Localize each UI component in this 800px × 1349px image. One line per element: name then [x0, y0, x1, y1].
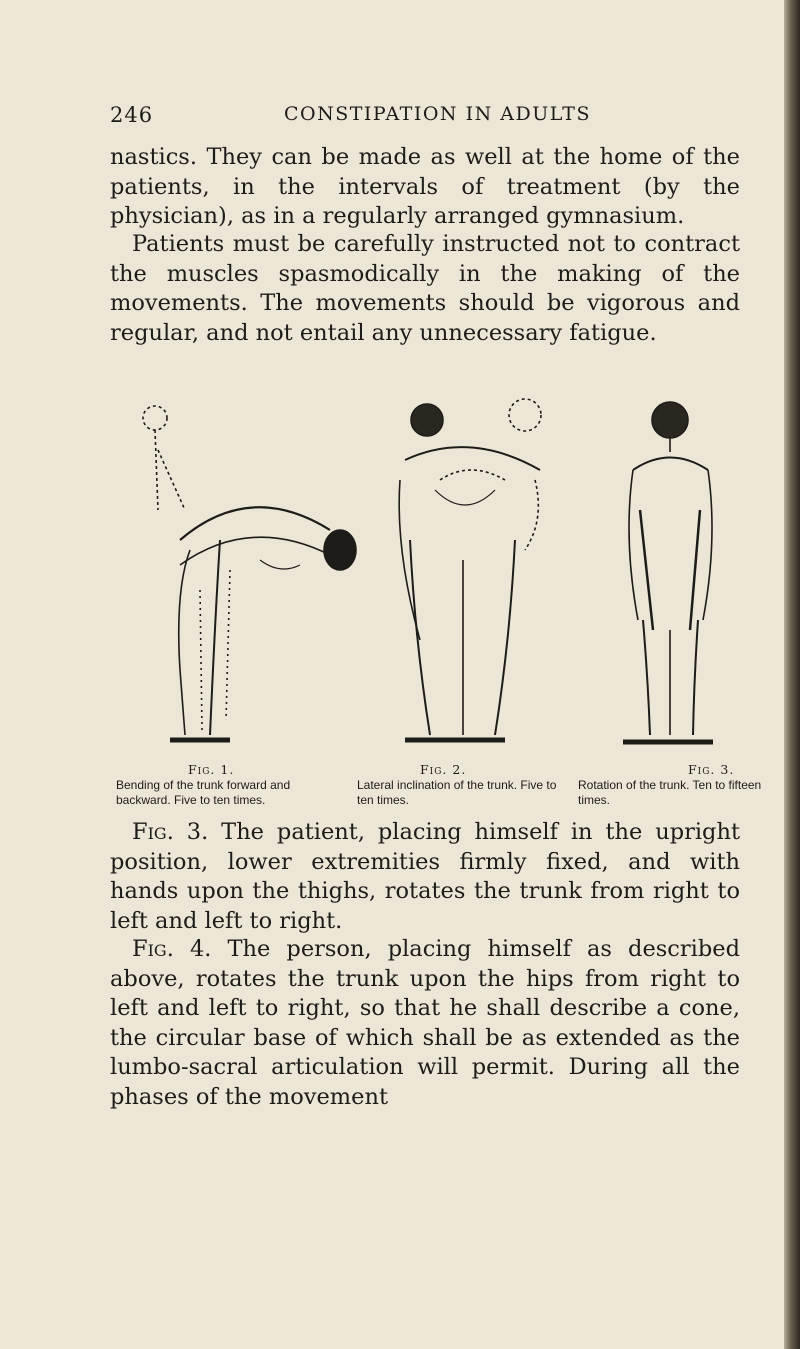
paragraph-text: The person, placing himself as described above, rotates the trunk upon the hips from right to left and left to right, so that he shall describe a cone, the circular base of which shall be as extended as the lumbo-sacral articulation will permit. During all the phases of the movement: [110, 936, 740, 1110]
page-header: [110, 103, 740, 133]
paragraph-fig3-description: [110, 818, 740, 936]
figure-3-illustration: [598, 390, 748, 760]
figure-2-caption: Lateral inclination of the trunk. Five to ten times.: [357, 778, 557, 807]
figure-1-illustration: [130, 390, 370, 760]
running-title: CONSTIPATION IN ADULTS: [284, 103, 591, 125]
page-number: 246: [110, 103, 154, 127]
figure-2-illustration: [375, 390, 570, 760]
paragraph: nastics. They can be made as well at the home of the patients, in the intervals of treatment (by the physician), as in a regularly arranged gymnasium.: [110, 144, 740, 229]
figure-1-label: Fig. 1.: [188, 762, 235, 777]
figure-reference: Fig. 3.: [132, 819, 209, 845]
page-edge-shadow: [784, 0, 800, 1349]
paragraph-fig4-description: [110, 935, 740, 1112]
paragraph: Patients must be carefully instructed not to contract the muscles spasmodically in the making of the movements. The movements should be vigorous and regular, and not entail any unnecessary fatigue.: [110, 231, 740, 346]
figure-reference: Fig. 4.: [132, 936, 212, 962]
figure-3-caption: Rotation of the trunk. Ten to fifteen times.: [578, 778, 762, 807]
figure-3-label: Fig. 3.: [688, 762, 735, 777]
figure-2-label: Fig. 2.: [420, 762, 467, 777]
figure-1-caption: Bending of the trunk forward and backward. Five to ten times.: [116, 778, 291, 807]
paragraph-text: The patient, placing himself in the upright position, lower extremities firmly fixed, and with hands upon the thighs, rotates the trunk from right to left and left to right.: [110, 819, 740, 934]
